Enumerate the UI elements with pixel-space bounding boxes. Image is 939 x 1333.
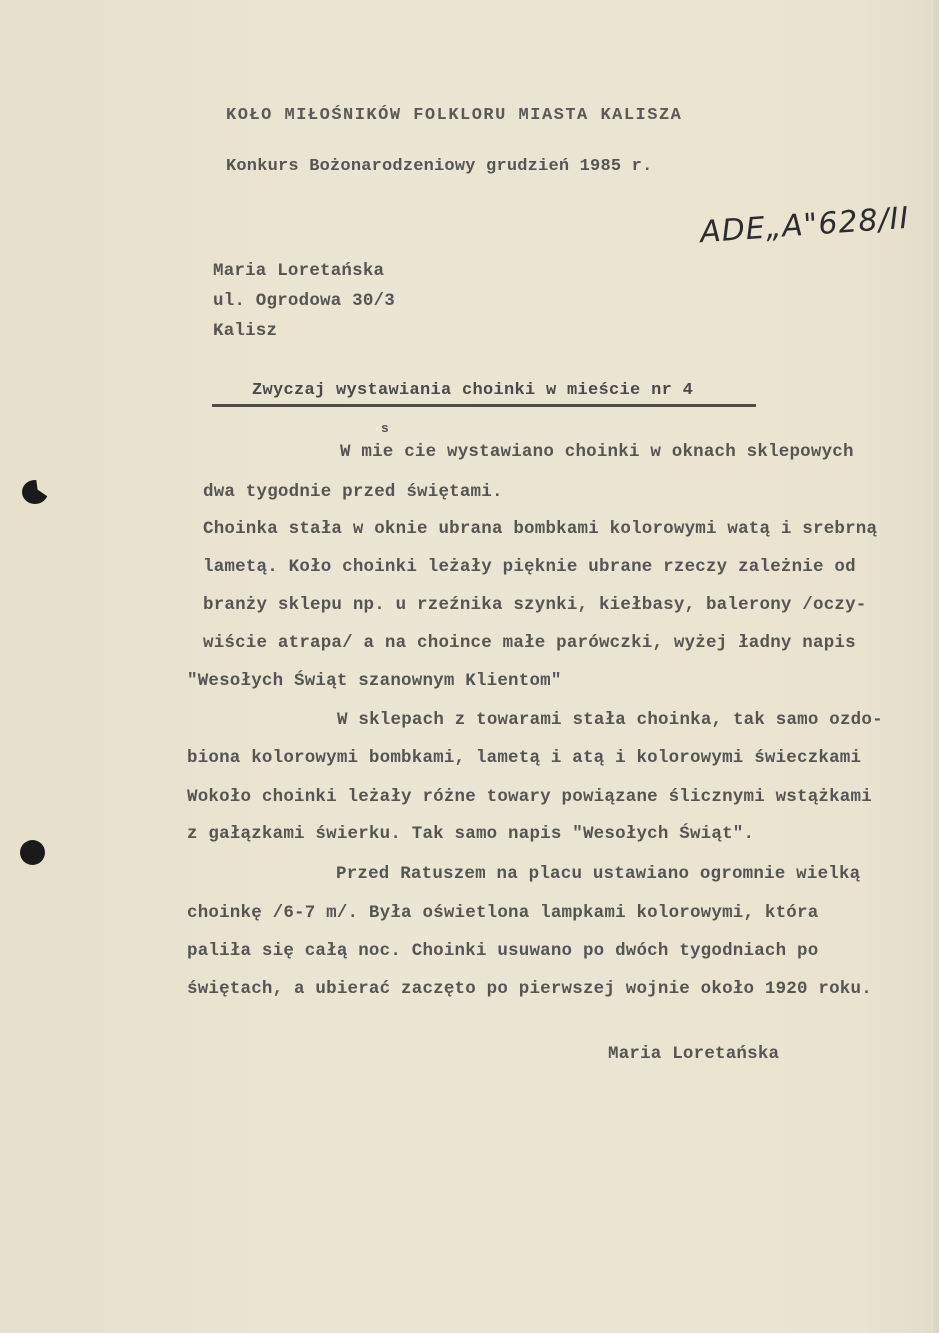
body-line-13: choinkę /6-7 m/. Była oświetlona lampkami kolorowymi, która xyxy=(187,903,819,923)
body-line-9: biona kolorowymi bombkami, lametą i atą i kolorowymi świeczkami xyxy=(187,748,862,768)
body-line-8: W sklepach z towarami stała choinka, tak samo ozdo- xyxy=(337,710,883,730)
body-line-1: W mie cie wystawiano choinki w oknach sklepowych xyxy=(340,442,854,462)
body-line-10: Wokoło choinki leżały różne towary powiązane ślicznymi wstążkami xyxy=(187,787,872,807)
author-city: Kalisz xyxy=(213,321,278,341)
punch-hole-top xyxy=(22,480,48,504)
paper-edge xyxy=(933,0,939,1333)
archive-mark: ADE„A"628/II xyxy=(699,200,911,251)
inserted-letter: s xyxy=(381,421,389,436)
organization-header: KOŁO MIŁOŚNIKÓW FOLKLORU MIASTA KALISZA xyxy=(226,106,683,125)
body-line-11: z gałązkami świerku. Tak samo napis "Wesołych Świąt". xyxy=(187,824,755,844)
body-line-3: Choinka stała w oknie ubrana bombkami kolorowymi watą i srebrną xyxy=(203,519,878,539)
author-street: ul. Ogrodowa 30/3 xyxy=(213,291,395,311)
body-line-14: paliła się całą noc. Choinki usuwano po dwóch tygodniach po xyxy=(187,941,819,961)
body-line-2: dwa tygodnie przed świętami. xyxy=(203,482,503,502)
document-title: Zwyczaj wystawiania choinki w mieście nr 4 xyxy=(252,381,694,400)
author-name: Maria Loretańska xyxy=(213,261,385,281)
body-line-5: branży sklepu np. u rzeźnika szynki, kiełbasy, balerony /oczy- xyxy=(203,595,867,615)
punch-hole-bottom xyxy=(20,840,45,865)
body-line-15: świętach, a ubierać zaczęto po pierwszej wojnie około 1920 roku. xyxy=(187,979,872,999)
body-line-6: wiście atrapa/ a na choince małe parówczki, wyżej ładny napis xyxy=(203,633,856,653)
signature: Maria Loretańska xyxy=(608,1044,780,1064)
body-line-12: Przed Ratuszem na placu ustawiano ogromnie wielką xyxy=(336,864,861,884)
body-line-4: lametą. Koło choinki leżały pięknie ubrane rzeczy zależnie od xyxy=(203,557,856,577)
body-line-7: "Wesołych Świąt szanownym Klientom" xyxy=(187,671,562,691)
contest-header: Konkurs Bożonarodzeniowy grudzień 1985 r. xyxy=(226,157,653,176)
